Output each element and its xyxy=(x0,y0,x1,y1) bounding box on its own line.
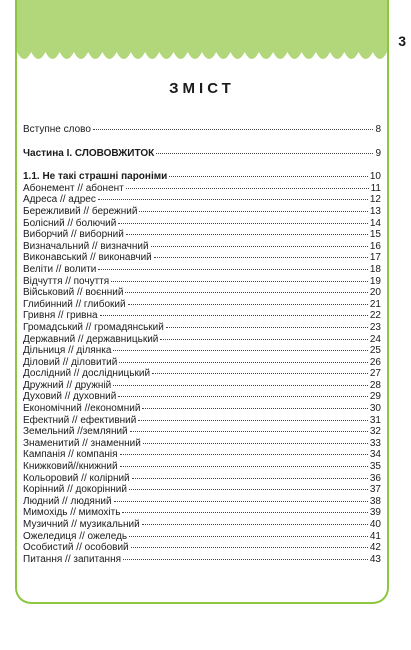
toc-entry-page: 32 xyxy=(369,426,381,438)
dot-leader xyxy=(119,362,368,363)
toc-entry-page: 10 xyxy=(369,171,381,183)
toc-entry xyxy=(23,403,381,415)
dot-leader xyxy=(125,292,367,293)
toc-entry-page: 43 xyxy=(369,553,381,565)
toc-entry xyxy=(23,438,381,450)
toc-entry-page: 21 xyxy=(369,298,381,310)
toc-entry-page: 30 xyxy=(369,403,381,415)
dot-leader xyxy=(142,524,368,525)
dot-leader xyxy=(111,281,368,282)
toc-entry-page: 19 xyxy=(369,275,381,287)
toc-entry-page: 26 xyxy=(369,356,381,368)
toc-entry-title: Вступне слово xyxy=(23,124,91,135)
toc-entry-title: Корінний // докорінний xyxy=(23,484,127,496)
dot-leader xyxy=(169,176,368,177)
page-frame xyxy=(15,0,389,604)
dot-leader xyxy=(120,466,368,467)
toc-entry xyxy=(23,241,381,253)
dot-leader xyxy=(118,396,368,397)
toc-entry-title: Глибинний // глибокий xyxy=(23,298,126,310)
toc-entry-title: Бережливий // бережний xyxy=(23,205,138,217)
dot-leader xyxy=(126,188,369,189)
toc-entry xyxy=(23,542,381,554)
dot-leader xyxy=(113,350,367,351)
toc-entry xyxy=(23,554,381,566)
toc-entry xyxy=(23,507,381,519)
dot-leader xyxy=(138,420,368,421)
toc-entry-page: 14 xyxy=(369,217,381,229)
dot-leader xyxy=(122,512,367,513)
dot-leader xyxy=(160,339,367,340)
toc-entry xyxy=(23,461,381,473)
toc-entry-title: Знаменитий // знаменний xyxy=(23,437,141,449)
dot-leader xyxy=(93,129,374,130)
dot-leader xyxy=(129,489,368,490)
toc-entry-page: 42 xyxy=(369,542,381,554)
dot-leader xyxy=(126,234,368,235)
toc-entry-title: Дружний // дружній xyxy=(23,379,112,391)
scalloped-edge xyxy=(17,52,387,66)
toc-entry xyxy=(23,380,381,392)
header-band xyxy=(17,0,387,52)
dot-leader xyxy=(129,536,368,537)
toc-entry-page: 27 xyxy=(369,368,381,380)
toc-entry-title: Земельний //земляний xyxy=(23,426,128,438)
toc-entry-page: 11 xyxy=(370,182,381,194)
toc-entry-page: 33 xyxy=(369,437,381,449)
toc-entry-page: 23 xyxy=(369,321,381,333)
toc-entry-title: Людний // людяний xyxy=(23,495,112,507)
toc-entry-title: Відчуття // почуття xyxy=(23,275,110,287)
toc-entry-page: 28 xyxy=(369,379,381,391)
toc-entry-title: Абонемент // абонент xyxy=(23,182,124,194)
dot-leader xyxy=(139,211,367,212)
toc-entry xyxy=(23,299,381,311)
toc-entry xyxy=(23,171,381,183)
toc-entry xyxy=(23,496,381,508)
toc-entry xyxy=(23,531,381,543)
dot-leader xyxy=(98,269,368,270)
dot-leader xyxy=(152,373,368,374)
toc-entry-title: Державний // державницький xyxy=(23,333,159,345)
toc-entry xyxy=(23,218,381,230)
dot-leader xyxy=(98,199,368,200)
dot-leader xyxy=(151,246,368,247)
toc-entry-page: 37 xyxy=(369,484,381,496)
toc-entry-page: 9 xyxy=(375,147,381,159)
dot-leader xyxy=(166,327,368,328)
toc-entry xyxy=(23,310,381,322)
toc-entry-title: Виконавський // виконавчий xyxy=(23,252,152,264)
toc-entry-page: 29 xyxy=(369,391,381,403)
toc-entry-page: 24 xyxy=(369,333,381,345)
dot-leader xyxy=(100,315,368,316)
dot-leader xyxy=(156,153,373,154)
toc-entry-title: Економічний //економний xyxy=(23,403,141,415)
toc-entry xyxy=(23,519,381,531)
toc-entry-title: Кольоровий // колірний xyxy=(23,472,130,484)
dot-leader xyxy=(132,478,368,479)
toc-entry xyxy=(23,415,381,427)
dot-leader xyxy=(128,304,368,305)
toc-entry-page: 38 xyxy=(369,495,381,507)
toc-entry-title: Питання // запитання xyxy=(23,553,122,565)
toc-entry-page: 22 xyxy=(369,310,381,322)
toc-entry-page: 36 xyxy=(369,472,381,484)
toc-entry-page: 13 xyxy=(369,205,381,217)
toc-entry-title: Книжковий//книжний xyxy=(23,461,118,473)
dot-leader xyxy=(118,223,368,224)
toc-entry-page: 8 xyxy=(375,124,381,135)
toc-entry-title: Гривня // гривна xyxy=(23,310,98,322)
toc-entry-page: 39 xyxy=(369,507,381,519)
toc-entry-page: 41 xyxy=(369,530,381,542)
toc-entry-title: Частина І. СЛОВОВЖИТОК xyxy=(23,147,155,159)
toc-entry-title: Адреса // адрес xyxy=(23,194,96,206)
toc-entry xyxy=(23,484,381,496)
toc-entry xyxy=(23,229,381,241)
toc-entry xyxy=(23,148,381,160)
toc-entry xyxy=(23,368,381,380)
dot-leader xyxy=(131,547,368,548)
table-of-contents xyxy=(23,124,381,565)
toc-entry xyxy=(23,449,381,461)
toc-entry xyxy=(23,206,381,218)
toc-entry-page: 12 xyxy=(369,194,381,206)
page-number: 3 xyxy=(398,33,406,49)
dot-leader xyxy=(143,443,368,444)
dot-leader xyxy=(130,431,368,432)
toc-entry xyxy=(23,183,381,195)
toc-entry xyxy=(23,391,381,403)
toc-entry xyxy=(23,287,381,299)
dot-leader xyxy=(123,559,368,560)
toc-entry-title: Ожеледиця // ожеледь xyxy=(23,530,128,542)
toc-entry-title: Духовий // духовний xyxy=(23,391,117,403)
toc-entry xyxy=(23,264,381,276)
page-title: ЗМІСТ xyxy=(169,80,235,97)
toc-entry-page: 34 xyxy=(369,449,381,461)
toc-entry-title: Мимохідь // мимохіть xyxy=(23,507,121,519)
toc-entry-title: Болісний // болючий xyxy=(23,217,117,229)
toc-entry xyxy=(23,124,381,136)
toc-entry-title: Ефектний // ефективний xyxy=(23,414,137,426)
dot-leader xyxy=(142,408,367,409)
toc-entry xyxy=(23,473,381,485)
dot-leader xyxy=(114,501,368,502)
toc-entry-title: Кампанія // компанія xyxy=(23,449,118,461)
toc-entry-page: 35 xyxy=(369,461,381,473)
toc-entry xyxy=(23,252,381,264)
toc-entry-title: Музичний // музикальний xyxy=(23,519,140,530)
toc-entry-page: 20 xyxy=(369,287,381,299)
toc-entry xyxy=(23,357,381,369)
toc-entry-title: Виборчий // виборний xyxy=(23,229,124,241)
toc-entry-page: 40 xyxy=(369,519,381,530)
dot-leader xyxy=(154,257,368,258)
toc-entry-page: 31 xyxy=(369,414,381,426)
toc-entry-page: 15 xyxy=(369,229,381,241)
toc-entry xyxy=(23,426,381,438)
toc-entry xyxy=(23,276,381,288)
toc-entry xyxy=(23,194,381,206)
toc-entry-title: Діловий // діловитий xyxy=(23,356,118,368)
toc-entry-page: 18 xyxy=(369,263,381,275)
toc-entry xyxy=(23,322,381,334)
toc-entry-title: Громадський // громадянський xyxy=(23,321,164,333)
toc-entry-title: 1.1. Не такі страшні пароніми xyxy=(23,171,168,183)
toc-entry-title: Визначальний // визначний xyxy=(23,240,149,252)
toc-entry-page: 16 xyxy=(369,240,381,252)
toc-entry xyxy=(23,334,381,346)
toc-entry-title: Дослідний // дослідницький xyxy=(23,368,151,380)
toc-entry-page: 25 xyxy=(369,345,381,357)
toc-entry-title: Веліти // волити xyxy=(23,263,97,275)
dot-leader xyxy=(113,385,368,386)
toc-entry xyxy=(23,345,381,357)
toc-entry-page: 17 xyxy=(369,252,381,264)
dot-leader xyxy=(120,454,368,455)
toc-entry-title: Дільниця // ділянка xyxy=(23,345,112,357)
toc-entry-title: Військовий // воєнний xyxy=(23,287,124,299)
toc-entry-title: Особистий // особовий xyxy=(23,542,129,554)
